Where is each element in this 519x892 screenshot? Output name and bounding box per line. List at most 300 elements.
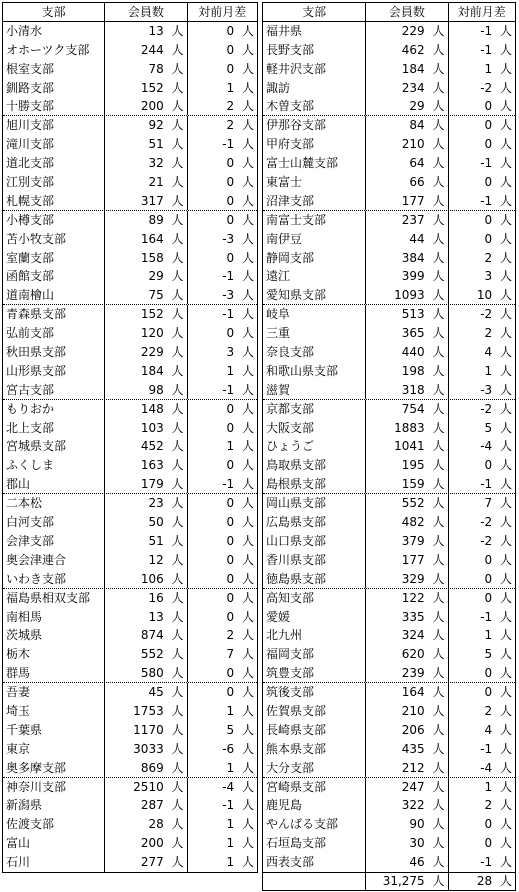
unit-label: 人 [241, 439, 254, 454]
table-row [3, 834, 257, 853]
branch-name: 宮古支部 [3, 381, 105, 399]
unit-label: 人 [171, 647, 184, 662]
unit-label: 人 [241, 363, 254, 378]
member-count-value: 164 [140, 231, 164, 246]
monthly-diff [449, 230, 515, 249]
member-count-value: 287 [140, 798, 164, 813]
monthly-diff-value: 2 [484, 250, 493, 265]
branch-name: ふくしま [3, 456, 105, 475]
member-count-value: 435 [401, 741, 425, 756]
unit-label: 人 [499, 401, 512, 416]
table-row [3, 22, 257, 41]
unit-label: 人 [241, 533, 254, 548]
member-count-value: 29 [409, 99, 425, 114]
member-count-value: 13 [148, 609, 164, 624]
member-count [105, 853, 187, 872]
unit-label: 人 [241, 458, 254, 473]
member-count [366, 362, 448, 381]
monthly-diff [188, 116, 257, 135]
table-row [3, 41, 257, 60]
monthly-diff-value: 5 [226, 722, 235, 737]
unit-label: 人 [432, 23, 445, 38]
unit-label: 人 [499, 779, 512, 794]
monthly-diff-value: 0 [484, 571, 493, 586]
monthly-diff [188, 400, 257, 419]
monthly-diff [449, 551, 515, 570]
unit-label: 人 [499, 23, 512, 38]
unit-label: 人 [241, 212, 254, 227]
unit-label: 人 [171, 80, 184, 95]
monthly-diff-value: 1 [226, 80, 235, 95]
unit-label: 人 [171, 269, 184, 284]
branch-name: 富山 [3, 834, 105, 853]
monthly-diff-value: -1 [222, 382, 235, 397]
branch-name: 南相馬 [3, 608, 105, 627]
monthly-diff [449, 116, 515, 135]
monthly-diff-value: 0 [226, 666, 235, 681]
unit-label: 人 [499, 156, 512, 171]
unit-label: 人 [432, 345, 445, 360]
unit-label: 人 [499, 61, 512, 76]
table-row [3, 362, 257, 381]
unit-label: 人 [499, 42, 512, 57]
table-row [3, 778, 257, 797]
monthly-diff-value: 3 [226, 345, 235, 360]
table-row [263, 343, 515, 362]
unit-label: 人 [171, 779, 184, 794]
unit-label: 人 [171, 420, 184, 435]
monthly-diff [449, 645, 515, 664]
branch-name: 筑後支部 [263, 683, 366, 702]
member-count-value: 329 [401, 571, 425, 586]
member-count [366, 343, 448, 362]
branch-name: 札幌支部 [3, 192, 105, 210]
monthly-diff [449, 173, 515, 192]
member-count [366, 135, 448, 154]
unit-label: 人 [432, 760, 445, 775]
unit-label: 人 [499, 345, 512, 360]
table-row [3, 135, 257, 154]
table-row [263, 60, 515, 79]
unit-label: 人 [241, 798, 254, 813]
branch-name: オホーツク支部 [3, 41, 105, 60]
unit-label: 人 [432, 647, 445, 662]
unit-label: 人 [432, 477, 445, 492]
unit-label: 人 [432, 855, 445, 870]
monthly-diff-value: 0 [484, 118, 493, 133]
member-count [105, 41, 187, 60]
unit-label: 人 [499, 231, 512, 246]
monthly-diff-value: 0 [226, 515, 235, 530]
member-count-value: 103 [140, 420, 164, 435]
branch-name: 奥多摩支部 [3, 759, 105, 777]
unit-label: 人 [499, 590, 512, 605]
monthly-diff-value: -1 [222, 137, 235, 152]
branch-name: 神奈川支部 [3, 778, 105, 797]
branch-name: 道南檜山 [3, 286, 105, 304]
member-count-value: 229 [401, 23, 425, 38]
branch-name: 道北支部 [3, 154, 105, 173]
table-row [3, 456, 257, 475]
branch-name: 鳥取県支部 [263, 456, 366, 475]
unit-label: 人 [171, 118, 184, 133]
branch-name: 筑豊支部 [263, 664, 366, 682]
unit-label: 人 [241, 515, 254, 530]
table-row [3, 664, 257, 683]
unit-label: 人 [241, 836, 254, 851]
unit-label: 人 [171, 363, 184, 378]
member-count-value: 869 [140, 760, 164, 775]
monthly-diff [188, 79, 257, 98]
unit-label: 人 [171, 760, 184, 775]
monthly-diff-value: 1 [226, 703, 235, 718]
total-members-value: 31,275 [382, 874, 425, 888]
unit-label: 人 [171, 401, 184, 416]
branch-name: 千葉県 [3, 721, 105, 740]
member-count-value: 365 [401, 326, 425, 341]
unit-label: 人 [432, 609, 445, 624]
monthly-diff-value: -1 [480, 477, 493, 492]
member-count [366, 230, 448, 249]
member-count-value: 159 [401, 477, 425, 492]
member-count-value: 1753 [133, 703, 164, 718]
branch-name: 宮崎県支部 [263, 778, 366, 797]
unit-label: 人 [171, 439, 184, 454]
member-count [366, 173, 448, 192]
branch-name: 佐渡支部 [3, 815, 105, 834]
monthly-diff [449, 135, 515, 154]
unit-label: 人 [241, 80, 254, 95]
unit-label: 人 [171, 61, 184, 76]
monthly-diff [188, 475, 257, 493]
monthly-diff-value: 0 [226, 590, 235, 605]
unit-label: 人 [171, 666, 184, 681]
member-count [366, 249, 448, 268]
monthly-diff-value: 0 [484, 590, 493, 605]
monthly-diff-value: -1 [480, 23, 493, 38]
member-count [105, 230, 187, 249]
member-count-value: 164 [401, 685, 425, 700]
monthly-diff-value: -1 [222, 798, 235, 813]
unit-label: 人 [432, 496, 445, 511]
unit-label: 人 [241, 741, 254, 756]
member-count-value: 12 [148, 552, 164, 567]
unit-label: 人 [432, 137, 445, 152]
unit-label: 人 [499, 647, 512, 662]
monthly-diff-value: 1 [484, 779, 493, 794]
monthly-diff-value: 10 [476, 288, 493, 303]
unit-label: 人 [171, 250, 184, 265]
unit-label: 人 [241, 496, 254, 511]
branch-name: 埼玉 [3, 702, 105, 721]
unit-label: 人 [499, 99, 512, 114]
member-count-value: 152 [140, 80, 164, 95]
table-row [3, 626, 257, 645]
unit-label: 人 [499, 496, 512, 511]
monthly-diff-value: -2 [480, 533, 493, 548]
member-count-value: 206 [401, 722, 425, 737]
branch-name: 福井県 [263, 22, 366, 41]
monthly-diff [188, 778, 257, 797]
monthly-diff [449, 419, 515, 438]
monthly-diff-value: 0 [226, 326, 235, 341]
member-count-value: 324 [401, 628, 425, 643]
member-count [105, 456, 187, 475]
table-row [263, 22, 515, 41]
total-diff-value: 28 [476, 874, 493, 888]
right-table [262, 2, 516, 873]
table-row [263, 702, 515, 721]
member-count [366, 721, 448, 740]
member-count-value: 379 [401, 533, 425, 548]
unit-label: 人 [171, 23, 184, 38]
monthly-diff [188, 551, 257, 570]
monthly-diff [188, 532, 257, 551]
unit-label: 人 [499, 874, 512, 888]
unit-label: 人 [171, 307, 184, 322]
table-row [263, 834, 515, 853]
table-row [3, 532, 257, 551]
unit-label: 人 [432, 817, 445, 832]
table-row [263, 249, 515, 268]
branch-name: 東京 [3, 740, 105, 759]
unit-label: 人 [171, 590, 184, 605]
member-count-value: 13 [148, 23, 164, 38]
table-row [263, 154, 515, 173]
branch-name: 南伊豆 [263, 230, 366, 249]
unit-label: 人 [499, 703, 512, 718]
table-row [3, 815, 257, 834]
branch-name: 北上支部 [3, 419, 105, 438]
unit-label: 人 [241, 288, 254, 303]
monthly-diff-value: 4 [484, 345, 493, 360]
member-count [366, 79, 448, 98]
monthly-diff-value: -2 [480, 307, 493, 322]
unit-label: 人 [432, 307, 445, 322]
monthly-diff-value: 5 [484, 647, 493, 662]
member-count [105, 154, 187, 173]
unit-label: 人 [171, 685, 184, 700]
table-row [263, 362, 515, 381]
monthly-diff [188, 305, 257, 324]
unit-label: 人 [241, 552, 254, 567]
header-diff: 対前月差 [198, 5, 247, 19]
table-row [263, 286, 515, 305]
unit-label: 人 [241, 345, 254, 360]
member-count [105, 79, 187, 98]
table-row [3, 740, 257, 759]
table-row [263, 626, 515, 645]
monthly-diff [449, 41, 515, 60]
unit-label: 人 [499, 741, 512, 756]
unit-label: 人 [171, 855, 184, 870]
unit-label: 人 [432, 156, 445, 171]
table-row [263, 645, 515, 664]
unit-label: 人 [499, 609, 512, 624]
branch-name: 苫小牧支部 [3, 230, 105, 249]
member-count-value: 89 [148, 212, 164, 227]
branch-name: 大阪支部 [263, 419, 366, 438]
table-row [3, 211, 257, 230]
member-count [105, 116, 187, 135]
monthly-diff-value: 0 [484, 99, 493, 114]
unit-label: 人 [171, 193, 184, 208]
monthly-diff-value: 0 [484, 817, 493, 832]
unit-label: 人 [241, 666, 254, 681]
unit-label: 人 [432, 439, 445, 454]
table-row [263, 41, 515, 60]
unit-label: 人 [241, 118, 254, 133]
table-row [263, 778, 515, 797]
member-count-value: 3033 [133, 741, 164, 756]
member-count [366, 645, 448, 664]
monthly-diff [188, 853, 257, 872]
unit-label: 人 [171, 382, 184, 397]
member-count-value: 23 [148, 496, 164, 511]
table-row [263, 230, 515, 249]
monthly-diff [188, 173, 257, 192]
monthly-diff [449, 608, 515, 627]
branch-name: いわき支部 [3, 570, 105, 588]
unit-label: 人 [171, 533, 184, 548]
branch-name: 函館支部 [3, 267, 105, 286]
unit-label: 人 [499, 760, 512, 775]
monthly-diff [449, 589, 515, 608]
unit-label: 人 [499, 80, 512, 95]
member-count [105, 305, 187, 324]
monthly-diff-value: -1 [480, 741, 493, 756]
unit-label: 人 [432, 193, 445, 208]
branch-name: 新潟県 [3, 796, 105, 815]
unit-label: 人 [432, 363, 445, 378]
member-count-value: 16 [148, 590, 164, 605]
unit-label: 人 [432, 458, 445, 473]
monthly-diff-value: 0 [484, 666, 493, 681]
unit-label: 人 [241, 382, 254, 397]
table-row [263, 853, 515, 872]
monthly-diff-value: -3 [222, 231, 235, 246]
member-count-value: 237 [401, 212, 425, 227]
monthly-diff [449, 381, 515, 399]
table-row [263, 494, 515, 513]
unit-label: 人 [432, 80, 445, 95]
branch-name: 北九州 [263, 626, 366, 645]
member-count-value: 78 [148, 61, 164, 76]
monthly-diff [188, 267, 257, 286]
monthly-diff-value: 0 [226, 685, 235, 700]
unit-label: 人 [432, 250, 445, 265]
member-count [366, 626, 448, 645]
member-count-value: 247 [401, 779, 425, 794]
branch-name: 小樽支部 [3, 211, 105, 230]
branch-name: 和歌山県支部 [263, 362, 366, 381]
unit-label: 人 [241, 571, 254, 586]
member-count-value: 552 [401, 496, 425, 511]
member-count-value: 122 [401, 590, 425, 605]
unit-label: 人 [499, 458, 512, 473]
monthly-diff-value: 0 [226, 552, 235, 567]
monthly-diff [188, 608, 257, 627]
unit-label: 人 [171, 703, 184, 718]
member-count-value: 277 [140, 855, 164, 870]
total-label-cell [263, 873, 366, 890]
branch-name: 二本松 [3, 494, 105, 513]
total-diff [449, 873, 515, 890]
table-row [3, 702, 257, 721]
monthly-diff [188, 589, 257, 608]
member-count [366, 551, 448, 570]
monthly-diff [449, 721, 515, 740]
unit-label: 人 [241, 779, 254, 794]
monthly-diff-value: 0 [226, 193, 235, 208]
member-count-value: 200 [140, 99, 164, 114]
member-count [105, 362, 187, 381]
member-count-value: 234 [401, 80, 425, 95]
monthly-diff-value: 0 [226, 61, 235, 76]
table-row [3, 400, 257, 419]
table-row [263, 97, 515, 116]
table-row [263, 456, 515, 475]
branch-name: 群馬 [3, 664, 105, 682]
monthly-diff-value: 2 [226, 118, 235, 133]
table-row [263, 589, 515, 608]
unit-label: 人 [171, 42, 184, 57]
unit-label: 人 [241, 269, 254, 284]
unit-label: 人 [171, 628, 184, 643]
unit-label: 人 [171, 836, 184, 851]
monthly-diff-value: -4 [480, 439, 493, 454]
branch-name: 栃木 [3, 645, 105, 664]
branch-name: 諏訪 [263, 79, 366, 98]
member-count-value: 210 [401, 137, 425, 152]
unit-label: 人 [241, 722, 254, 737]
branch-name: 奥会津連合 [3, 551, 105, 570]
monthly-diff [449, 456, 515, 475]
member-count-value: 318 [401, 382, 425, 397]
branch-name: 青森県支部 [3, 305, 105, 324]
unit-label: 人 [241, 326, 254, 341]
table-row [263, 419, 515, 438]
member-count-value: 29 [148, 269, 164, 284]
branch-name: 熊本県支部 [263, 740, 366, 759]
monthly-diff-value: 0 [226, 533, 235, 548]
member-count-value: 335 [401, 609, 425, 624]
monthly-diff-value: -1 [480, 156, 493, 171]
unit-label: 人 [241, 855, 254, 870]
member-count [366, 532, 448, 551]
member-count-value: 75 [148, 288, 164, 303]
monthly-diff [188, 570, 257, 588]
monthly-diff-value: 7 [226, 647, 235, 662]
monthly-diff-value: 0 [484, 137, 493, 152]
member-count [366, 41, 448, 60]
unit-label: 人 [241, 193, 254, 208]
monthly-diff [449, 437, 515, 456]
member-count-value: 1093 [394, 288, 425, 303]
unit-label: 人 [499, 118, 512, 133]
table-row [3, 608, 257, 627]
monthly-diff [188, 456, 257, 475]
monthly-diff-value: -4 [480, 760, 493, 775]
unit-label: 人 [432, 99, 445, 114]
monthly-diff-value: 0 [484, 836, 493, 851]
monthly-diff [449, 324, 515, 343]
table-row [3, 551, 257, 570]
unit-label: 人 [171, 99, 184, 114]
branch-name: 宮城県支部 [3, 437, 105, 456]
unit-label: 人 [499, 420, 512, 435]
total-row [262, 873, 516, 891]
